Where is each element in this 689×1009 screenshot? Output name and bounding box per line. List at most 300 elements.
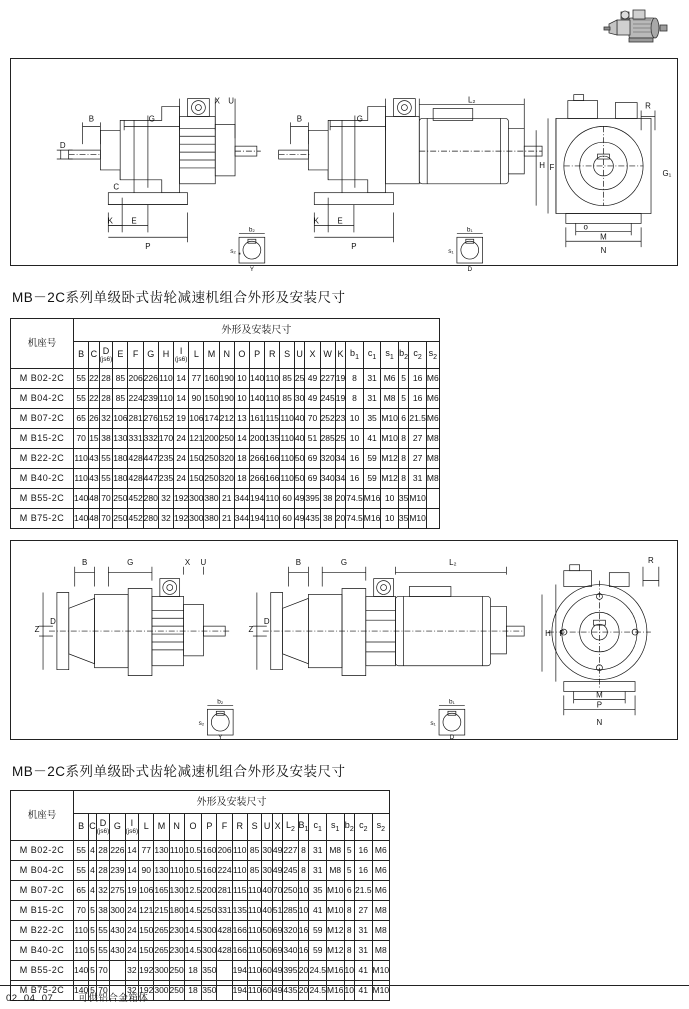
cell: M6 <box>381 369 399 389</box>
svg-text:P: P <box>596 700 603 710</box>
cell: 160 <box>202 861 217 881</box>
col-G: G <box>143 342 158 369</box>
cell: 194 <box>249 509 264 529</box>
model-header: 机座号 <box>11 319 74 369</box>
cell: 8 <box>346 389 364 409</box>
cell: 18 <box>234 449 249 469</box>
cell-model: M B55-2C <box>11 961 74 981</box>
cell: 16 <box>298 921 309 941</box>
svg-text:B: B <box>88 114 95 124</box>
cell: 6 <box>398 409 408 429</box>
cell: 161 <box>249 409 264 429</box>
cell: M6 <box>426 369 439 389</box>
cell: 5 <box>89 981 97 1001</box>
cell: 160 <box>202 841 217 861</box>
cell: 300 <box>202 921 217 941</box>
cell: 320 <box>283 921 298 941</box>
svg-text:Z: Z <box>34 625 40 635</box>
cell: 25 <box>294 369 304 389</box>
cell: 55 <box>74 861 89 881</box>
col-c1: $c_1$ <box>309 814 327 841</box>
cell: 452 <box>128 509 143 529</box>
cell: 31 <box>309 861 327 881</box>
cell: 10 <box>346 409 364 429</box>
cell: 140 <box>74 961 89 981</box>
cell: 5 <box>398 369 408 389</box>
cell: 85 <box>247 841 262 861</box>
cell: 430 <box>110 921 125 941</box>
cell-model: M B40-2C <box>11 941 74 961</box>
cell: 285 <box>283 901 298 921</box>
cell: 10 <box>346 429 364 449</box>
cell: 300 <box>110 901 125 921</box>
cell: M6 <box>426 389 439 409</box>
cell: 50 <box>294 469 304 489</box>
cell-model: M B40-2C <box>11 469 74 489</box>
cell: 35 <box>398 489 408 509</box>
cell: M8 <box>426 449 439 469</box>
svg-text:b₂: b₂ <box>248 226 255 234</box>
cell: 180 <box>169 901 184 921</box>
cell: M8 <box>326 841 344 861</box>
cell: 10 <box>344 961 354 981</box>
cell: 110 <box>169 841 184 861</box>
svg-text:F: F <box>559 629 565 639</box>
col-D: D (js6) <box>99 342 113 369</box>
cell: 28 <box>99 369 113 389</box>
col-s2: $s_2$ <box>426 342 439 369</box>
svg-text:R: R <box>648 555 654 565</box>
cell: 13 <box>234 409 249 429</box>
cell: 70 <box>99 509 113 529</box>
cell: 48 <box>89 509 99 529</box>
svg-text:C: C <box>113 182 120 192</box>
cell: 180 <box>113 469 128 489</box>
spec-table-2 <box>10 790 390 1001</box>
cell-model: M B75-2C <box>11 509 74 529</box>
cell: M8 <box>426 469 439 489</box>
cell: 40 <box>294 429 304 449</box>
svg-text:K: K <box>107 216 113 226</box>
cell: 69 <box>272 921 282 941</box>
cell: 70 <box>272 881 282 901</box>
cell: 32 <box>158 489 173 509</box>
cell: M8 <box>426 429 439 449</box>
svg-text:E: E <box>337 216 343 226</box>
cell: M6 <box>372 861 390 881</box>
cell: 12.5 <box>184 881 202 901</box>
svg-text:D: D <box>467 265 473 273</box>
cell: 8 <box>398 429 408 449</box>
cell: 50 <box>262 921 272 941</box>
cell: 32 <box>96 881 110 901</box>
table-row <box>11 861 390 881</box>
table-row <box>11 921 390 941</box>
table-row <box>11 941 390 961</box>
cell: 110 <box>280 449 295 469</box>
cell: 224 <box>217 861 232 881</box>
cell: 14 <box>174 389 189 409</box>
cell: 200 <box>204 429 219 449</box>
cell: 281 <box>128 409 143 429</box>
svg-text:s₁: s₁ <box>430 720 436 728</box>
cell: 31 <box>355 941 373 961</box>
table-row <box>11 369 440 389</box>
svg-text:F: F <box>549 162 555 172</box>
cell: 20 <box>335 489 345 509</box>
cell: 30 <box>262 841 272 861</box>
cell: 20 <box>298 961 309 981</box>
group-header: 外形及安装尺寸 <box>74 791 390 814</box>
col-N: N <box>169 814 184 841</box>
cell: 140 <box>74 489 89 509</box>
table-header-row <box>11 319 440 342</box>
col-M: M <box>204 342 219 369</box>
cell: 24 <box>174 469 189 489</box>
cell: 14 <box>125 861 139 881</box>
cell: 70 <box>99 489 113 509</box>
cell: 41 <box>309 901 327 921</box>
cell: 110 <box>265 369 280 389</box>
cell: M6 <box>372 841 390 861</box>
col-D: D (js6) <box>96 814 110 841</box>
cell: 275 <box>110 881 125 901</box>
footer-date: 02. 04. 07 <box>6 993 54 1004</box>
svg-text:B: B <box>296 114 303 124</box>
col-S: S <box>280 342 295 369</box>
cell: 350 <box>202 981 217 1001</box>
cell: 110 <box>247 961 262 981</box>
cell: 27 <box>409 449 427 469</box>
cell: 20 <box>335 509 345 529</box>
cell: 200 <box>202 881 217 901</box>
cell: 10 <box>344 981 354 1001</box>
cell: 22 <box>89 389 99 409</box>
cell: 250 <box>169 981 184 1001</box>
cell: 24.5 <box>309 981 327 1001</box>
cell: 19 <box>125 881 139 901</box>
cell: 14 <box>234 429 249 449</box>
svg-text:D: D <box>59 141 66 151</box>
svg-text:M: M <box>600 232 607 242</box>
cell: M10 <box>409 509 427 529</box>
cell: 226 <box>143 369 158 389</box>
col-R: R <box>232 814 247 841</box>
cell: 85 <box>280 389 295 409</box>
cell: 28 <box>96 861 110 881</box>
cell: 6 <box>344 881 354 901</box>
cell: 276 <box>143 409 158 429</box>
cell: 300 <box>154 981 169 1001</box>
cell: 110 <box>169 861 184 881</box>
cell: 110 <box>232 861 247 881</box>
section-caption-1: MB－2C系列单级卧式齿轮减速机组合外形及安装尺寸 <box>12 290 346 305</box>
cell: 55 <box>74 369 89 389</box>
svg-text:Z: Z <box>248 625 254 635</box>
cell: 130 <box>154 841 169 861</box>
col-b2: $b_2$ <box>398 342 408 369</box>
cell-model: M B07-2C <box>11 409 74 429</box>
col-c2: $c_2$ <box>409 342 427 369</box>
cell: 10.5 <box>184 841 202 861</box>
cell: M10 <box>409 489 427 509</box>
cell: 110 <box>74 449 89 469</box>
technical-drawing-top <box>10 58 678 273</box>
cell: 16 <box>409 389 427 409</box>
motor-illustration <box>603 6 673 50</box>
col-G: G <box>110 814 125 841</box>
cell: 192 <box>174 489 189 509</box>
cell: 331 <box>128 429 143 449</box>
cell: 69 <box>305 449 320 469</box>
svg-text:U: U <box>200 557 207 567</box>
cell: 5 <box>344 841 354 861</box>
svg-text:b₂: b₂ <box>217 698 224 706</box>
svg-text:B: B <box>295 557 302 567</box>
cell: 22 <box>89 369 99 389</box>
cell: 50 <box>262 941 272 961</box>
cell: 40 <box>262 881 272 901</box>
cell: 65 <box>74 409 89 429</box>
cell: 5 <box>398 389 408 409</box>
cell: 31 <box>363 389 381 409</box>
cell: 110 <box>247 941 262 961</box>
cell: 266 <box>249 469 264 489</box>
cell: 59 <box>309 941 327 961</box>
cell: 4 <box>89 841 97 861</box>
cell: M16 <box>326 961 344 981</box>
cell: 16 <box>346 449 364 469</box>
cell: 43 <box>89 469 99 489</box>
cell: 8 <box>398 449 408 469</box>
cell: 32 <box>158 509 173 529</box>
cell: 43 <box>89 449 99 469</box>
cell: 50 <box>294 449 304 469</box>
svg-text:D: D <box>263 617 270 627</box>
cell-model: M B07-2C <box>11 881 74 901</box>
cell: 24 <box>174 429 189 449</box>
cell-model: M B15-2C <box>11 901 74 921</box>
svg-text:P: P <box>351 242 357 252</box>
cell: 340 <box>283 941 298 961</box>
cell: 10 <box>381 489 399 509</box>
col-I: I (js6) <box>125 814 139 841</box>
cell: 194 <box>232 981 247 1001</box>
cell: 69 <box>305 469 320 489</box>
cell: 192 <box>139 981 154 1001</box>
cell: 135 <box>265 429 280 449</box>
cell: 60 <box>262 981 272 1001</box>
cell: 150 <box>204 389 219 409</box>
cell: 110 <box>280 409 295 429</box>
col-U: U <box>294 342 304 369</box>
cell: 30 <box>262 861 272 881</box>
svg-text:N: N <box>596 718 603 728</box>
col-c2: $c_2$ <box>355 814 373 841</box>
cell: 235 <box>158 469 173 489</box>
cell: 15 <box>89 429 99 449</box>
cell: 31 <box>363 369 381 389</box>
table-row <box>11 389 440 409</box>
cell: M10 <box>326 881 344 901</box>
cell: 250 <box>202 901 217 921</box>
svg-text:s₂: s₂ <box>230 248 236 256</box>
svg-text:D: D <box>50 617 56 627</box>
cell: 140 <box>249 389 264 409</box>
cell: 69 <box>272 941 282 961</box>
cell: 16 <box>298 941 309 961</box>
cell: 152 <box>158 409 173 429</box>
svg-text:Y: Y <box>249 265 255 273</box>
col-B1: $B_1$ <box>298 814 309 841</box>
cell: M16 <box>363 489 381 509</box>
col-W: W <box>320 342 335 369</box>
cell: 331 <box>217 901 232 921</box>
cell-model: M B04-2C <box>11 861 74 881</box>
cell: 320 <box>219 469 234 489</box>
cell: 110 <box>232 841 247 861</box>
svg-text:Y: Y <box>218 734 223 741</box>
cell: 85 <box>280 369 295 389</box>
cell: 166 <box>232 921 247 941</box>
cell: 300 <box>189 489 204 509</box>
cell: 8 <box>344 921 354 941</box>
cell: 344 <box>234 489 249 509</box>
svg-text:P: P <box>145 242 151 252</box>
cell: 447 <box>143 469 158 489</box>
cell: 24.5 <box>309 961 327 981</box>
svg-text:G: G <box>127 557 134 567</box>
svg-text:U: U <box>228 96 234 106</box>
cell: 49 <box>272 841 282 861</box>
cell: 27 <box>409 429 427 449</box>
cell: 19 <box>335 369 345 389</box>
cell: 280 <box>143 489 158 509</box>
cell: 60 <box>262 961 272 981</box>
table-header-row <box>11 791 390 814</box>
svg-text:s₁: s₁ <box>448 248 454 256</box>
cell: 49 <box>294 509 304 529</box>
cell: 106 <box>189 409 204 429</box>
cell: M8 <box>326 861 344 881</box>
cell: 20 <box>298 981 309 1001</box>
cell <box>426 489 439 509</box>
cell: 110 <box>74 941 89 961</box>
cell-model: M B02-2C <box>11 369 74 389</box>
col-E: E <box>113 342 128 369</box>
cell-model: M B15-2C <box>11 429 74 449</box>
cell: 49 <box>305 369 320 389</box>
cell-model: M B55-2C <box>11 489 74 509</box>
cell: 150 <box>139 941 154 961</box>
cell: 110 <box>265 389 280 409</box>
cell: 447 <box>143 449 158 469</box>
table-row <box>11 469 440 489</box>
cell: 8 <box>346 369 364 389</box>
cell: 32 <box>99 409 113 429</box>
cell: 110 <box>280 429 295 449</box>
cell: 5 <box>89 941 97 961</box>
cell: 70 <box>96 961 110 981</box>
cell: 110 <box>265 509 280 529</box>
cell: M8 <box>372 901 390 921</box>
cell: 166 <box>232 941 247 961</box>
footer <box>6 990 148 1004</box>
cell: 8 <box>344 941 354 961</box>
cell: 51 <box>272 901 282 921</box>
cell: 74.5 <box>346 489 364 509</box>
cell: 215 <box>154 901 169 921</box>
cell: 250 <box>283 881 298 901</box>
cell: 110 <box>247 881 262 901</box>
svg-text:G: G <box>148 114 155 124</box>
cell: 4 <box>89 861 97 881</box>
cell <box>110 961 125 981</box>
cell: 285 <box>320 429 335 449</box>
cell: 110 <box>158 389 173 409</box>
cell: 224 <box>128 389 143 409</box>
cell: 14.5 <box>184 901 202 921</box>
cell: 85 <box>113 369 128 389</box>
cell: 10 <box>234 369 249 389</box>
cell: 21.5 <box>409 409 427 429</box>
col-b1: $b_1$ <box>346 342 364 369</box>
cell: 227 <box>320 369 335 389</box>
cell: 35 <box>363 409 381 429</box>
table-row <box>11 961 390 981</box>
svg-text:b₁: b₁ <box>449 698 455 706</box>
table-row <box>11 509 440 529</box>
cell: 16 <box>355 861 373 881</box>
cell: 190 <box>219 369 234 389</box>
spec-table-1 <box>10 318 440 529</box>
cell: 49 <box>305 389 320 409</box>
table-row <box>11 429 440 449</box>
cell: M6 <box>372 881 390 901</box>
cell: 166 <box>265 469 280 489</box>
cell: 235 <box>158 449 173 469</box>
table-row <box>11 449 440 469</box>
cell: 245 <box>320 389 335 409</box>
table-row <box>11 881 390 901</box>
cell: 24 <box>125 941 139 961</box>
cell: 250 <box>113 489 128 509</box>
cell: 55 <box>74 389 89 409</box>
cell: 5 <box>89 921 97 941</box>
cell: 10.5 <box>184 861 202 881</box>
cell: 265 <box>154 941 169 961</box>
col-H: H <box>158 342 173 369</box>
cell: 110 <box>280 469 295 489</box>
cell: 10 <box>234 389 249 409</box>
cell: 380 <box>204 489 219 509</box>
group-header: 外形及安装尺寸 <box>74 319 440 342</box>
col-L: L <box>189 342 204 369</box>
cell: 245 <box>283 861 298 881</box>
cell: M10 <box>326 901 344 921</box>
cell: 35 <box>309 881 327 901</box>
cell: 77 <box>139 841 154 861</box>
cell: 150 <box>189 469 204 489</box>
cell: 60 <box>280 489 295 509</box>
cell: 252 <box>320 409 335 429</box>
cell: M16 <box>363 509 381 529</box>
cell: M10 <box>372 981 390 1001</box>
svg-text:R: R <box>645 101 651 111</box>
cell <box>217 961 232 981</box>
svg-text:L₂: L₂ <box>449 557 457 567</box>
cell: 21 <box>219 489 234 509</box>
